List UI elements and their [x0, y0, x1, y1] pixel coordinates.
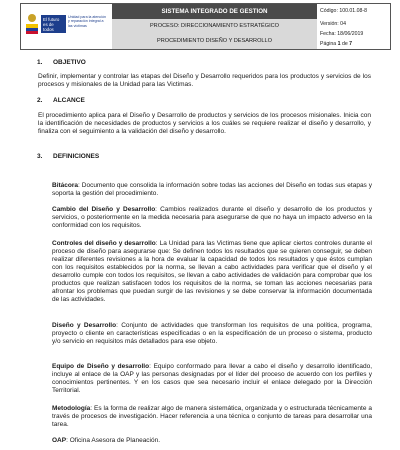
- section-number: 2.: [37, 97, 43, 104]
- definition-term: Equipo de Diseño y desarrollo: [52, 363, 150, 370]
- definition-text: : Conjunto de actividades que transforman los requisitos de una política, programa, proyecto o cliente en características especificadas o en la especificación de un proceso o sistema, producto y/o servicio en requisitos más detallados para ese objeto.: [52, 322, 372, 345]
- definition-item: [52, 182, 372, 198]
- page-indicator: [317, 39, 390, 49]
- unidad-victimas-logo: [26, 10, 108, 42]
- definition-item: [52, 322, 372, 346]
- section-title: OBJETIVO: [53, 59, 86, 66]
- definition-text: : La Unidad para las Victimas tiene que aplicar ciertos controles durante el proceso de diseño para asegurarse que: Se definen todos los resultados que se quieren conseguir, se deben realizar diferentes revisiones a la hora de evaluar la capacidad de todos los resultados y que éstos cumplan con los requisitos establecidos por la norma, se llevan a cabo actividades para verificar que el diseño y el desarrollo cumple con todos los requisitos, se llevan a cabo actividades de validación para comprobar que los productos que realizan satisfacen todos los requisitos de la norma, se toman las acciones necesarias para afrontar los problemas que puedan surgir de las revisiones y se debe conservar la información documentada de las actividades.: [52, 240, 372, 303]
- section-body-alcance: El procedimiento aplica para el Diseño y Desarrollo de productos y servicios de los procesos misionales. Inicia con la identificación de necesidades de productos y servicios a los cuáles se requiere realizar el diseño y desarrollo, y finaliza con el seguimiento a la validación del diseño y desarrollo.: [38, 112, 371, 135]
- document-header: [20, 3, 391, 50]
- definition-text: : Oficina Asesora de Planeación.: [66, 437, 161, 444]
- system-title: SISTEMA INTEGRADO DE GESTION: [112, 4, 317, 19]
- definition-term: Diseño y Desarrollo: [52, 322, 117, 329]
- definition-text: : Cambios realizados durante el diseño y desarrollo de los productos y servicios, o posteriormente en la medida necesaria para asegurarse de que no haya un impacto adverso en la conformidad con los requisitos.: [52, 206, 372, 229]
- procedure-label: PROCEDIMIENTO DISEÑO Y DESARROLLO: [112, 34, 317, 49]
- page-mid: de: [340, 41, 350, 47]
- definition-item: [52, 206, 372, 230]
- section-title: ALCANCE: [53, 97, 85, 104]
- section-title: DEFINICIONES: [53, 153, 100, 160]
- definition-term: OAP: [52, 437, 67, 444]
- section-number: 1.: [37, 59, 43, 66]
- page-prefix: Página: [320, 41, 338, 47]
- definition-text: : Documento que consolida la información sobre todas las acciones del Diseño en todas sus etapas y soporta la gestión del procedimiento.: [52, 182, 372, 197]
- section-heading-objetivo: [37, 59, 86, 66]
- section-heading-alcance: [37, 97, 85, 104]
- definition-item: [52, 405, 372, 429]
- section-heading-definiciones: [37, 153, 99, 160]
- page-total: 7: [349, 41, 353, 47]
- definition-term: Cambio del Diseño y Desarrollo: [52, 206, 156, 213]
- definition-term: Bitácora: [52, 182, 79, 189]
- section-number: 3.: [37, 153, 43, 160]
- document-code: Código: 100.01.08-8: [320, 8, 368, 14]
- logo-box-text: El futuro es de todos: [41, 15, 66, 33]
- process-label: PROCESO: DIRECCIONAMIENTO ESTRATÉGICO: [112, 19, 317, 34]
- definition-item: [52, 240, 372, 304]
- section-body-objetivo: Definir, implementar y controlar las etapas del Diseño y Desarrollo requeridos para los productos y servicios de los procesos y misionales de la Unidad para las Victimas.: [38, 73, 371, 88]
- definition-term: Metodología: [52, 405, 91, 412]
- colombia-coat-of-arms-icon: [26, 14, 38, 36]
- definition-item: [52, 437, 372, 445]
- definition-text: : Equipo conformado para llevar a cabo el diseño y desarrollo identificado, incluye al enlace de la OAP y las personas designadas por el líder del proceso de acuerdo con los perfiles y conocimientos pertinentes. Y en los casos que sea necesario incluir el enlace delegado por la Dirección Territorial.: [52, 363, 373, 394]
- definition-item: [52, 363, 372, 395]
- page-current: 1: [337, 41, 341, 47]
- logo-cell: [21, 4, 112, 49]
- definition-term: Controles del diseño y desarrollo: [52, 240, 156, 247]
- definition-text: : Es la forma de realizar algo de manera sistemática, organizada y o estructurada técnicamente a través de procesos de investigación. Hacer referencia a una técnica o conjunto de tareas para desarrollar una tarea.: [52, 405, 372, 428]
- document-version: Versión: 04: [320, 21, 346, 27]
- logo-entity-text: Unidad para la atención y reparación integral a las víctimas: [68, 15, 106, 28]
- document-date: Fecha: 18/06/2019: [320, 31, 364, 37]
